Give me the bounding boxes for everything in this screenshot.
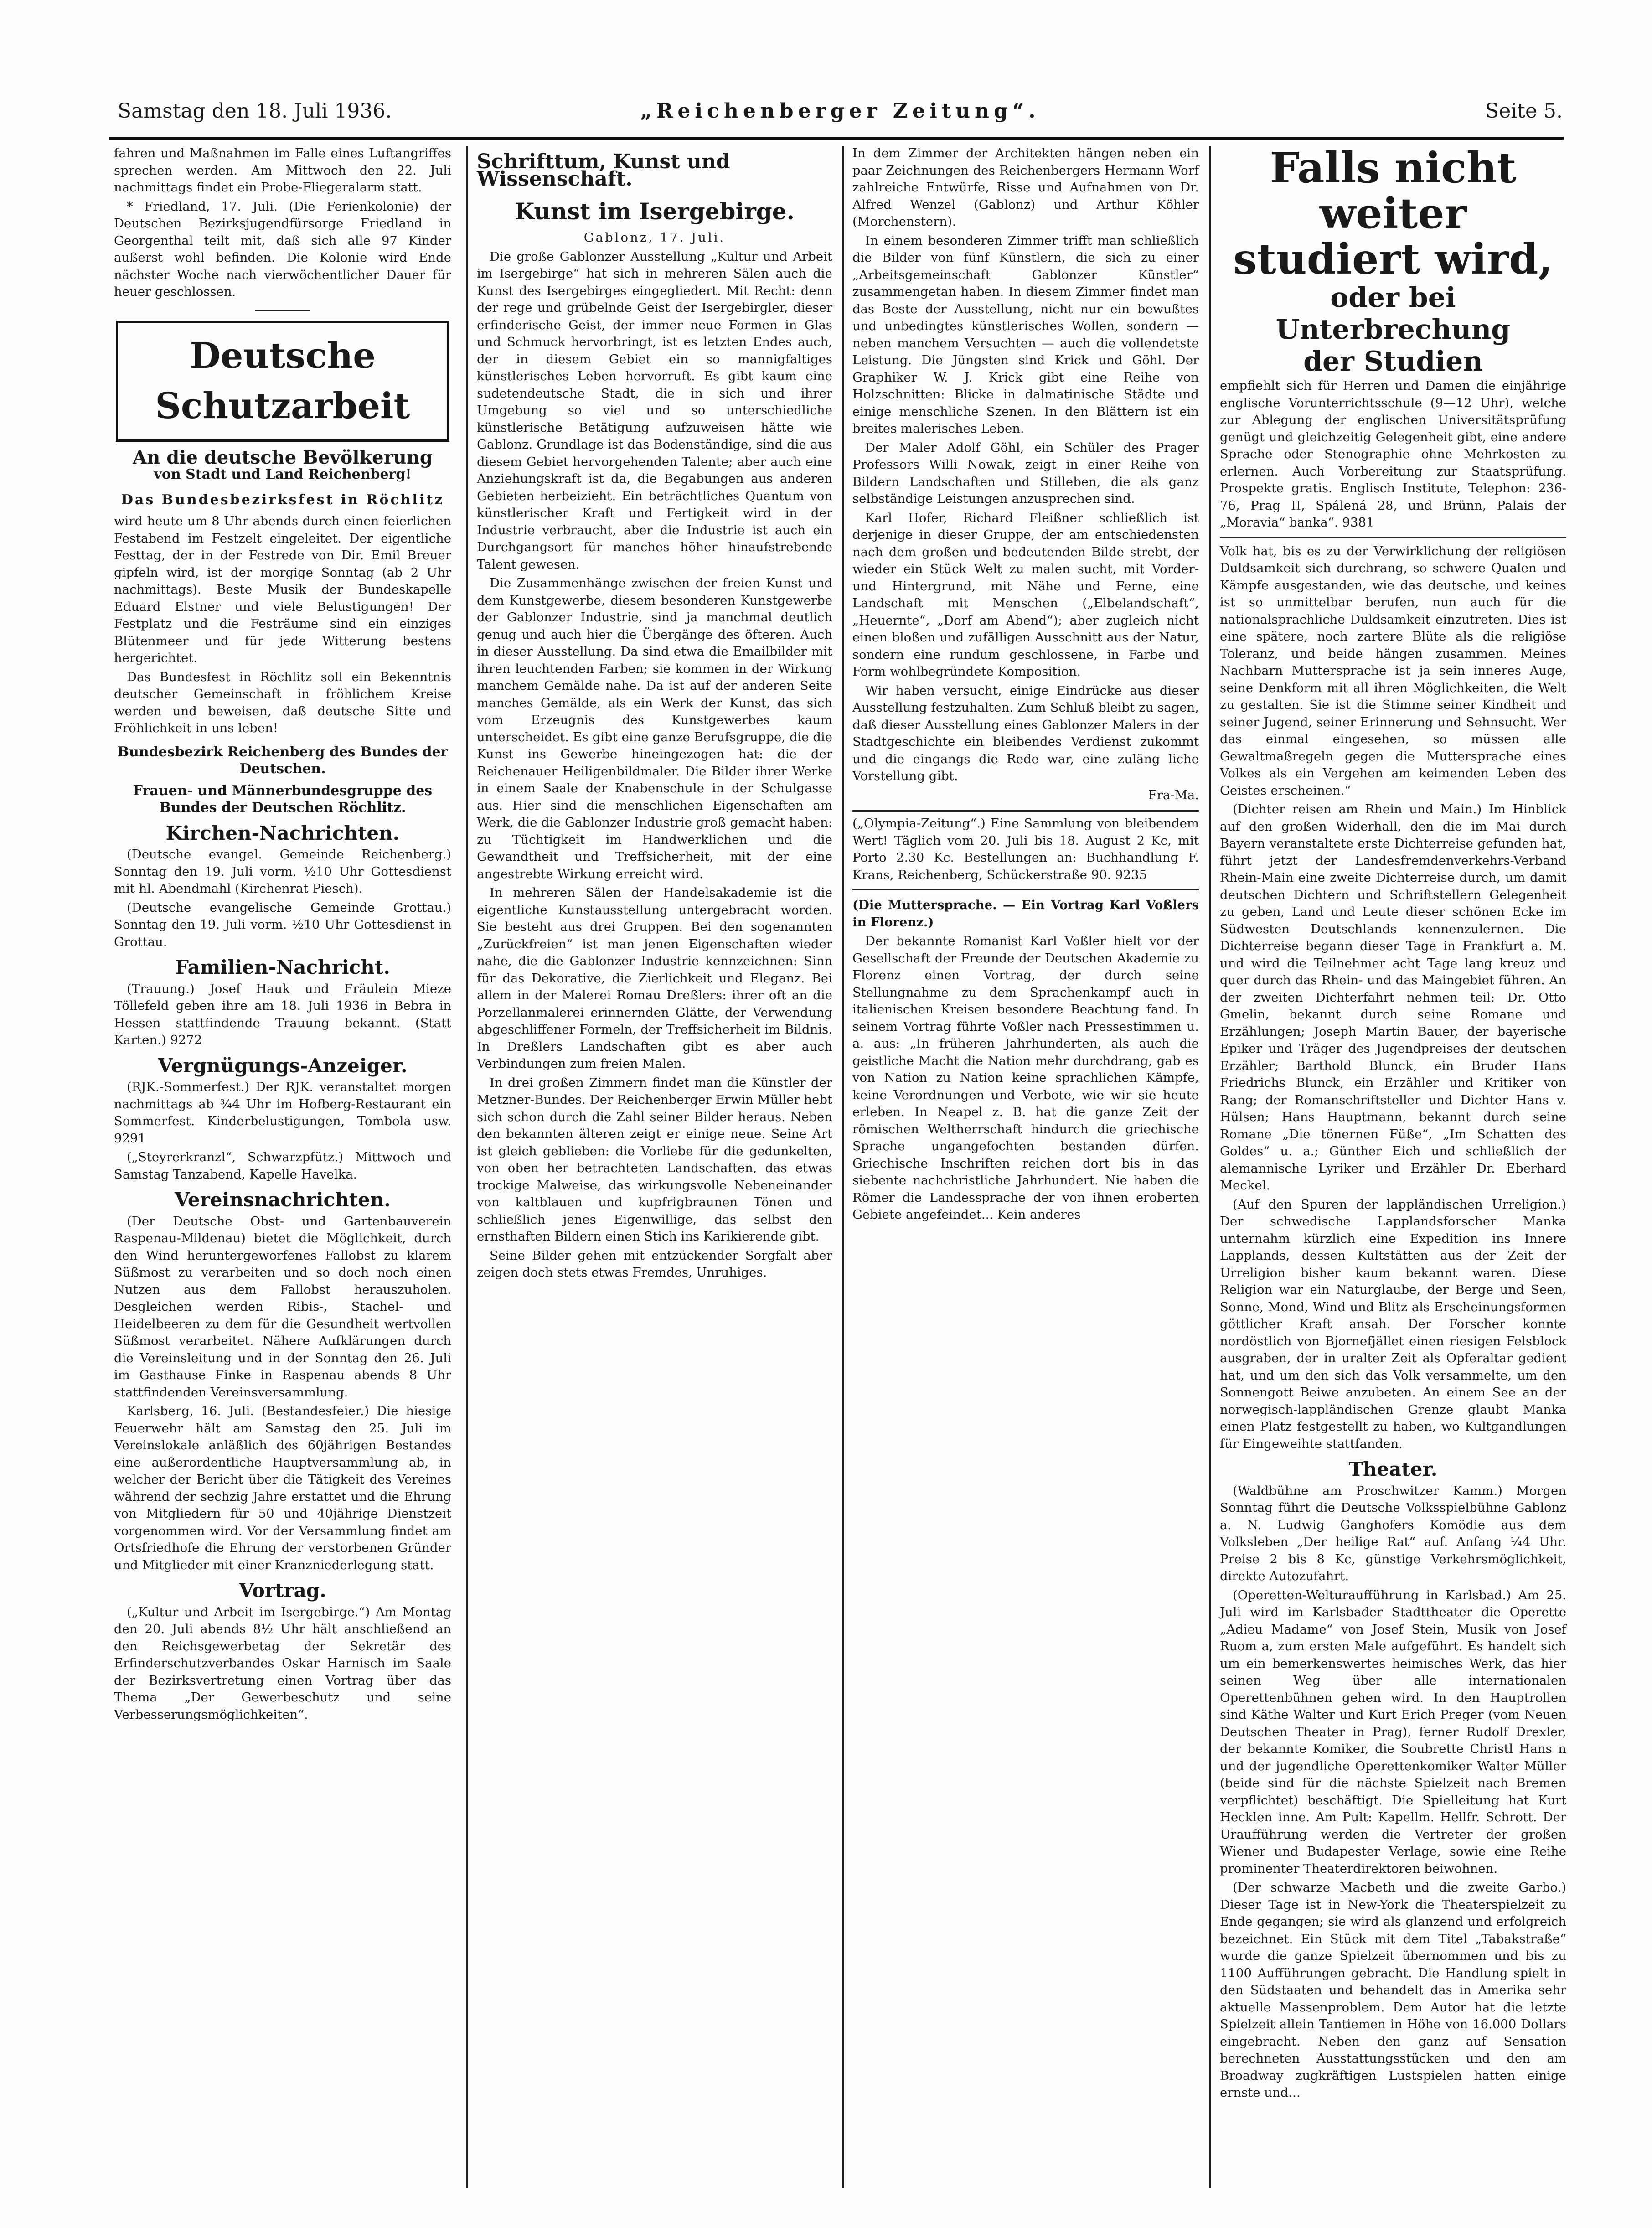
column-3 (852, 145, 1199, 1225)
paragraph: Karlsberg, 16. Juli. (Bestandesfeier.) Die hiesige Feuerwehr hält am Samstag den 25. Juli im Vereinslokale anläßlich des 60jährigen Bestandes eine außerordentliche Hauptversammlung ab, in welcher der Bericht über die Tätigkeit des Vereines während der sechzig Jahre erstattet und die Ehrung von Mitgliedern für 50 und 40jährige Dienstzeit vorgenommen wird. Vor der Versammlung findet am Ortsfriedhofe die Ehrung der verstorbenen Gründer und Mitglieder mit einer Kranzniederlegung statt. (114, 1404, 451, 1572)
ad-subheadline: der Studien (1303, 346, 1483, 377)
paragraph: Das Bundesfest in Röchlitz soll ein Bekenntnis deutscher Gemeinschaft in fröhlichem Kreise werden und beweisen, daß deutsche Sitte und Fröhlichkeit in uns leben! (114, 669, 451, 735)
paragraph: In dem Zimmer der Architekten hängen neben ein paar Zeichnungen des Reichenbergers Hermann Worf zahlreiche Entwürfe, Risse und Aufnahmen von Dr. Alfred Wenzel (Gablonz) und Arthur Köhler (Morchenstern). (852, 146, 1199, 229)
appeal-subtitle: von Stadt und Land Reichenberg! (154, 466, 412, 482)
advertisement (1220, 145, 1566, 538)
paragraph: Die Zusammenhänge zwischen der freien Kunst und dem Kunstgewerbe, diesem besonderen Kunstgewerbe der Gablonzer Industrie, sind ja manchmal deutlich genug und auch hier die Übergänge des öfteren. Auch in dieser Ausstellung. Da sind etwa die Emailbilder mit ihren leuchtenden Farben; sie kommen in der Wirkung manchem Gemälde nahe. Da ist auf der anderen Seite manches Gemälde, als ein Werk der Kunst, das sich vom Erzeugnis des Kunstgewerbes kaum unterscheidet. Es gibt eine ganze Berufsgruppe, die die Kunst ins Gewerbe hineingezogen hat: die der Reichenauer Heiligenbildmaler. Die Bilder ihrer Werke in einem Saale der Knabenschule in der Schulgasse aus. Hier sind die menschlichen Eigenschaften am Werk, die die Gablonzer Industrie groß gemacht haben: zu Tüchtigkeit im Handwerklichen und die Gewandtheit und Treffsicherheit, mit der eine angestrebte Wirkung erreicht wird. (477, 576, 832, 881)
ad-subheadline: oder bei Unterbrechung (1275, 282, 1511, 346)
paragraph: In mehreren Sälen der Handelsakademie ist die eigentliche Kunstausstellung untergebracht worden. Sie besteht aus drei Gruppen. Bei den sogenannten „Zurückfreien“ ist man jenen Eigenschaften wieder nahe, die die Gablonzer Industrie kennzeichnen: Sinn für das Dekorative, die Zierlichkeit und Eleganz. Bei allem in der Malerei Romau Dreßlers: ihrer oft an die Porzellanmalerei erinnernden Glätte, der Verwendung abgeschliffener Formeln, der Treffsicherheit im Bildnis. In Dreßlers Landschaften gibt es aber auch Verbindungen zum freien Malen. (477, 885, 832, 1071)
paragraph: fahren und Maßnahmen im Falle eines Luftangriffes sprechen werden. Am Mittwoch den 22. Juli nachmittags findet ein Probe-Fliegeralarm statt. (114, 146, 451, 195)
section-heading: Vortrag. (239, 1579, 326, 1602)
paragraph: Der bekannte Romanist Karl Voßler hielt vor der Gesellschaft der Freunde der Deutschen Akademie zu Florenz einen Vortrag, der durch seine Stellungnahme zu dem Sprachenkampf auch in italienischen Kreisen besondere Beachtung fand. In seinem Vortrag führte Voßler nach Pressestimmen u. a. aus: „In früheren Jahrhunderten, als auch die geistliche Macht die Nation mehr durchdrang, gab es von Nation zu Nation keine sprachlichen Kämpfe, keine Verordnungen und Verbote, wie wir sie heute erleben. In Neapel z. B. hat die ganze Zeit der römischen Weltherrschaft hindurch die griechische Sprache ungangefochten bestanden dürfen. Griechische Inschriften reichen dort bis in das siebente nachchristliche Jahrhundert. Nie haben die Römer die Landessprache der von ihnen eroberten Gebiete angefeindet... Kein anderes (852, 934, 1199, 1222)
appeal-title: An die deutsche Bevölkerung (133, 446, 433, 468)
column-2 (477, 145, 832, 1283)
paragraph: In einem besonderen Zimmer trifft man schließlich die Bilder von fünf Künstlern, die sich zu einer „Arbeitsgemeinschaft Gablonzer Künstler“ zusammengetan haben. In diesem Zimmer findet man das Beste der Ausstellung, nicht nur ein bewußtes und unbedingtes künstlerisches Wollen, sondern — neben manchem Versuchten — auch die vollendetste Leistung. Die Jüngsten sind Krick und Göhl. Der Graphiker W. J. Krick gibt eine Reihe von Holzschnitten: Blicke in dalmatinische Städte und einige menschliche Szenen. In den Blättern ist ein breites malerisches Leben. (852, 233, 1199, 436)
ad-headline: Falls nicht weiter (1270, 143, 1517, 238)
paragraph: (Der schwarze Macbeth und die zweite Garbo.) Dieser Tage ist in New-York die Theaterspielzeit zu Ende gegangen; sie wird als glanzend und erfolgreich bezeichnet. Ein Stück mit dem Titel „Tabakstraße“ wurde die ganze Spielzeit übernommen und bis zu 1100 Aufführungen gebracht. Die Handlung spielt in den Südstaaten und behandelt das in Amerika sehr aktuelle Massenproblem. Dem Autor hat die letzte Spielzeit allein Tantiemen in Höhe von 16.000 Dollars eingebracht. Neben den ganz auf Sensation berechneten Ausstattungsstücken und den am Broadway zugkräftigen Lustspielen hatten einige ernste und... (1220, 1880, 1566, 2100)
column-1 (114, 145, 451, 1725)
paragraph: („Steyrerkranzl“, Schwarzpfütz.) Mittwoch und Samstag Tanzabend, Kapelle Havelka. (114, 1150, 451, 1182)
section-heading: Theater. (1348, 1458, 1438, 1480)
dateline: Gablonz, 17. Juli. (583, 230, 726, 245)
olympia-notice (852, 810, 1199, 890)
section-heading: Familien-Nachricht. (175, 956, 390, 978)
paragraph: (Auf den Spuren der lappländischen Urreligion.) Der schwedische Lapplandsforscher Manka unternahm kürzlich eine Expedition ins Innere Lapplands, dessen Kultstätten aus der Zeit der Urreligion bisher kaum bekannt waren. Diese Religion war ein Naturglaube, der Berge und Seen, Sonne, Mond, Wind und Blitz als Erscheinungsformen göttlicher Kraft ansah. Der Forscher konnte nordöstlich von Bjornefjället einen riesigen Felsblock ausgraben, der in uralter Zeit als Opferaltar gedient hat, und um den sich das Volk versammelte, um den Sonnengott Beiwe anzubeten. An einem See an der norwegisch-lappländischen Grenze glaubt Manka einen Platz festgestellt zu haben, wo Kultgandlungen für Eingeweihte stattfanden. (1220, 1197, 1566, 1451)
section-title: Schrifttum, Kunst und Wissenschaft. (477, 150, 730, 191)
header-date: Samstag den 18. Juli 1936. (118, 99, 392, 123)
paragraph: (Trauung.) Josef Hauk und Fräulein Mieze Töllefeld geben ihre am 18. Juli 1936 in Bebra in Hessen stattfindende Trauung bekannt. (Statt Karten.) 9272 (114, 981, 451, 1047)
section-heading: Kirchen-Nachrichten. (165, 822, 400, 844)
paragraph: („Kultur und Arbeit im Isergebirge.“) Am Montag den 20. Juli abends 8½ Uhr hält anschließend an den Reichsgewerbetag der Sekretär des Erfinderschutzverbandes Oskar Harnisch im Saale der Bezirksvertretung einen Vortrag über das Thema „Der Gewerbeschutz und seine Verbesserungsmöglichkeiten“. (114, 1604, 451, 1722)
paragraph: (Deutsche evangel. Gemeinde Reichenberg.) Sonntag den 19. Juli vorm. ½10 Uhr Gottesdienst mit hl. Abendmahl (Kirchenrat Piesch). (114, 847, 451, 896)
header-rule (109, 137, 1564, 140)
paragraph: Seine Bilder gehen mit entzückender Sorgfalt aber zeigen doch stets etwas Fremdes, Unruhiges. (477, 1248, 832, 1280)
column-divider (842, 146, 844, 2188)
header-paper-name: „Reichenberger Zeitung“. (640, 99, 1040, 123)
header-page-number: Seite 5. (1485, 99, 1563, 123)
ad-body: empfiehlt sich für Herren und Damen die einjährige englische Vorunterrichtsschule (9—12 Uhr), welche zur Ablegung der englischen Universitätsprüfung genügt und gleichzeitig Gelegenheit gibt, eine andere Sprache oder Stenographie ohne Mehrkosten zu erlernen. Auch Vorbereitung zur Staatsprüfung. Prospekte gratis. Englisch Institute, Telephon: 236-76, Prag II, Spálená 28, und Brünn, Palais der „Moravia“ banka“. 9381 (1220, 378, 1566, 530)
signature: Frauen- und Männerbundesgruppe des Bundes der Deutschen Röchlitz. (133, 782, 433, 816)
paragraph: In drei großen Zimmern findet man die Künstler der Metzner-Bundes. Der Reichenberger Erwin Müller hebt sich schon durch die Zahl seiner Bilder heraus. Neben den bekannten älteren zeigt er einige neue. Seine Art ist gleich geblieben: die Vorliebe für die gedunkelten, von oben her betrachteten Landschaften, das etwas trockige Malweise, das wirkungsvolle Nebeneinander von kaltblauen und kupfrigbraunen Tönen und schließlich jenes Eigenwillige, das selbst den ernsthaften Bildern einen Stich ins Karikierende gibt. (477, 1075, 832, 1244)
paragraph: * Friedland, 17. Juli. (Die Ferienkolonie) der Deutschen Bezirksjugendfürsorge Friedland in Georgenthal teilt mit, daß sich alle 97 Kinder außerst wohl befinden. Die Kolonie wird Ende nächster Woche nach vierwöchentlicher Dauer für heuer geschlossen. (114, 199, 451, 299)
paragraph: (Operetten-Welturaufführung in Karlsbad.) Am 25. Juli wird im Karlsbader Stadttheater die Operette „Adieu Madame“ von Josef Stein, Musik von Josef Ruom a, zum ersten Male aufgeführt. Es handelt sich um ein bemerkenswertes heimisches Werk, das hier seinen Weg über alle internationalen Operettenbühnen gehen wird. In den Hauptrollen sind Käthe Walter und Kurt Erich Preger (vom Neuen Deutschen Theater in Prag), ferner Rudolf Drexler, der bekannte Komiker, die Soubrette Christl Hans n und der jugendliche Operettenkomiker Walter Müller (beide sind für die nächste Spielzeit nach Bremen verpflichtet) beschäftigt. Die Spielleitung hat Kurt Hecklen inne. Am Pult: Kapellm. Hellfr. Schrott. Der Uraufführung werden die Vertreter der großen Wiener und Budapester Verlage, sowie eine Reihe prominenter Theaterdirektoren beiwohnen. (1220, 1587, 1566, 1876)
paragraph: („Olympia-Zeitung“.) Eine Sammlung von bleibendem Wert! Täglich vom 20. Juli bis 18. August 2 Kc, mit Porto 2.30 Kc. Bestellungen an: Buchhandlung F. Krans, Reichenberg, Schückerstraße 90. 9235 (852, 816, 1199, 882)
article-title: Kunst im Isergebirge. (515, 198, 795, 225)
signature: Bundesbezirk Reichenberg des Bundes der Deutschen. (117, 744, 448, 777)
paragraph: Volk hat, bis es zu der Verwirklichung der religiösen Duldsamkeit sich durchrang, so schwere Qualen und Kämpfe ausgestanden, wie das deutsche, und keines ist so unmittelbar berufen, nun auch für die nationalsprachliche Duldsamkeit einzutreten. Dies ist eine spätere, noch zartere Blüte als die religiöse Toleranz, und beide hängen zusammen. Meines Nachbarn Muttersprache ist ja sein inneres Auge, seine Denkform mit all ihren Möglichkeiten, die Welt zu gestalten. Sie ist die Stimme seiner Kindheit und seiner Jugend, seiner Erinnerung und Sehnsucht. Wer das einmal eingesehen, so müssen alle Gewaltmaßregeln gegen die Muttersprache eines Volkes als ein Vergehen am keimenden Leben des Geistes erscheinen.“ (1220, 543, 1566, 798)
paragraph: (Deutsche evangelische Gemeinde Grottau.) Sonntag den 19. Juli vorm. ½10 Uhr Gottesdienst in Grottau. (114, 900, 451, 949)
column-divider (466, 146, 468, 2188)
paragraph: wird heute um 8 Uhr abends durch einen feierlichen Festabend im Festzelt eingeleitet. Der eigentliche Festtag, der in der Festrede von Dir. Emil Breuer gipfeln wird, ist der morgige Sonntag (ab 2 Uhr nachmittags). Beste Musik der Bundeskapelle Eduard Elstner und viele Belustigungen! Der Festplatz und die Festräume sind ein einziges Blütenmeer und für jede Witterung bestens hergerichtet. (114, 514, 451, 665)
separator (255, 310, 310, 311)
section-heading: Vereinsnachrichten. (175, 1189, 391, 1211)
paragraph: Karl Hofer, Richard Fleißner schließlich ist derjenige in dieser Gruppe, der am entschiedensten nach dem großen und bedeutenden Bilde strebt, der wieder ein Stück Welt zu malen sucht, mit Vorder- und Hintergrund, mit Nähe und Ferne, eine Landschaft mit Menschen („Elbelandschaft“, „Heuernte“, „Dorf am Abend“); aber zugleich nicht einen bloßen und zufälligen Ausschnitt aus der Natur, sondern eine rundum geschlossene, in Farbe und Form wohlbegründete Komposition. (852, 510, 1199, 679)
ad-headline: studiert wird, (1233, 234, 1553, 284)
article-heading: (Die Muttersprache. — Ein Vortrag Karl Voßlers in Florenz.) (852, 898, 1199, 930)
page-header (118, 99, 1563, 131)
column-divider (1209, 146, 1211, 2188)
paragraph: (Dichter reisen am Rhein und Main.) Im Hinblick auf den großen Widerhall, den die im Mai durch Bayern veranstaltete erste Dichterreise gefunden hat, führt jetzt der Landesfremdenverkehrs-Verband Rhein-Main eine zweite Dichterreise durch, um damit deutschen Dichtern und Schriftstellern Gelegenheit zu geben, Land und Leute dieser schönen Ecke im Südwesten Deutschlands kennenzulernen. Die Dichterreise begann dieser Tage in Frankfurt a. M. und wird die Teilnehmer acht Tage lang kreuz und quer durch das Rhein- und das Maingebiet führen. An der zweiten Dichterfahrt nehmen teil: Dr. Otto Gmelin, bekannt durch seine Romane und Erzählungen; Joseph Martin Bauer, der bayerische Epiker und Träger des Jugendpreises der deutschen Erzähler; Barthold Blunck, ein Bruder Hans Friedrichs Blunck, ein Erzähler und Kritiker von Rang; der Romanschriftsteller und Dichter Hans v. Hülsen; Hans Hauptmann, bekannt durch seine Romane „Die tönernen Füße“, „Im Schatten des Goldes“ u. a.; Günther Eich und schließlich der alemannische Lyriker und Erzähler Dr. Eberhard Meckel. (1220, 802, 1566, 1193)
paragraph: Der Maler Adolf Göhl, ein Schüler des Prager Professors Willi Nowak, zeigt in einer Reihe von Bildern Landschaften und Stilleben, die als ganz selbständige Leistungen anzusprechen sind. (852, 440, 1199, 506)
paragraph: Die große Gablonzer Ausstellung „Kultur und Arbeit im Isergebirge“ hat sich in mehreren Sälen auch die Kunst des Isergebirges eingegliedert. Mit Recht: denn der rege und grübelnde Geist der Isergebirgler, dieser erfinderische Geist, der immer neue Formen in Glas und Schmuck hervorbringt, ist es letzten Endes auch, der in diesem Gebiet ein so mannigfaltiges künstlerisches Leben hervorruft. Es gibt kaum eine sudetendeutsche Stadt, die in sich und ihrer Umgebung so viel und so unterschiedliche künstlerische Betätigung aufzuweisen hätte wie Gablonz. Grundlage ist das Bodenständige, sind die aus diesem Gebiet hervorgehenden Talente; aber auch eine Anziehungskraft ist da, die Begabungen aus anderen Gebieten herbeizieht. Ein beträchtliches Quantum von künstlerischer Kraft und Fertigkeit wird in der Industrie verbraucht, aber die Industrie ist auch ein Durchgangsort für manches höher hinaufstrebende Talent gewesen. (477, 249, 832, 572)
fest-title: Das Bundesbezirksfest in Röchlitz (121, 491, 444, 508)
paragraph: (RJK.-Sommerfest.) Der RJK. veranstaltet morgen nachmittags ab ¾4 Uhr im Hofberg-Restaurant ein Sommerfest. Kinderbelustigungen, Tombola usw. 9291 (114, 1080, 451, 1146)
column-4 (1220, 145, 1566, 2104)
section-heading: Vergnügungs-Anzeiger. (158, 1054, 408, 1077)
paragraph: (Der Deutsche Obst- und Gartenbauverein Raspenau-Mildenau) bietet die Möglichkeit, durch den Wind heruntergeworfenes Fallobst zu klarem Süßmost zu verarbeiten und so doch noch einen Nutzen aus dem Fallobst herauszuholen. Desgleichen werden Ribis-, Stachel- und Heidelbeeren zu dem für die Gesundheit wertvollen Süßmost verarbeitet. Nähere Aufklärungen durch die Vereinsleitung und in der Sonntag den 26. Juli im Gasthause Finke in Raspenau abends 8 Uhr stattfindenden Vereinsversammlung. (114, 1214, 451, 1400)
box-title: Deutsche Schutzarbeit (116, 321, 449, 442)
paragraph: Wir haben versucht, einige Eindrücke aus dieser Ausstellung festzuhalten. Zum Schluß bleibt zu sagen, daß dieser Ausstellung eines Gablonzer Malers in der Stadtgeschichte ein bleibendes Verdienst zukommt und die eingangs die Rede war, eine zuläng liche Vorstellung gibt. (852, 683, 1199, 783)
paragraph: (Waldbühne am Proschwitzer Kamm.) Morgen Sonntag führt die Deutsche Volksspielbühne Gablonz a. N. Ludwig Ganghofers Komödie aus dem Volksleben „Der heilige Rat“ auf. Anfang ¼4 Uhr. Preise 2 bis 8 Kc, günstige Verkehrsmöglichkeit, direkte Autozufahrt. (1220, 1483, 1566, 1583)
author-signature: Fra-Ma. (1148, 787, 1199, 802)
